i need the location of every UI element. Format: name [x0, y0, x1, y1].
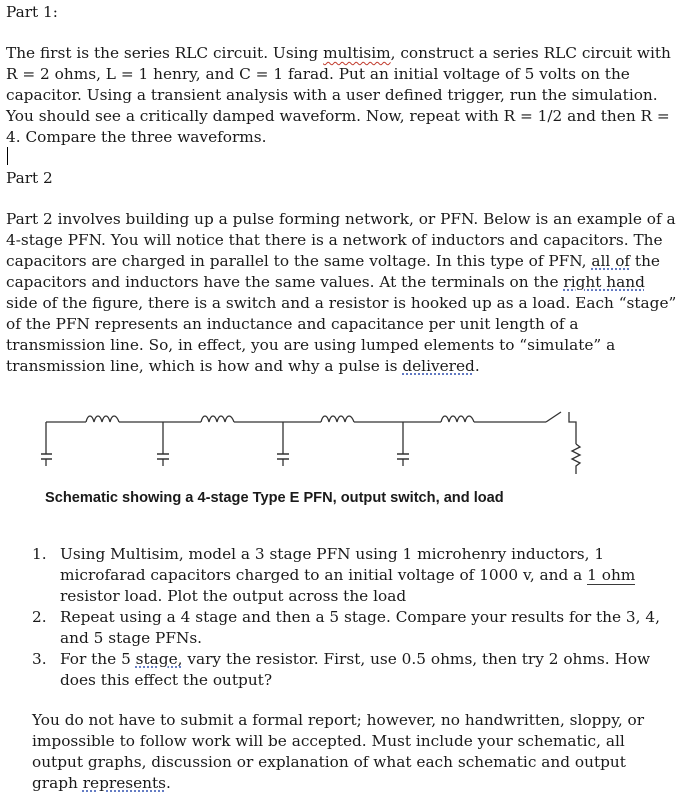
text-cursor	[7, 147, 8, 165]
spellcheck-word-multisim: multisim	[323, 44, 391, 62]
part2-text: Part 2 involves building up a pulse forming network, or PFN. Below is an example of a 4-stage PFN. You will notice that there is a network of inductors and capacitors. The capacitors are charged in parallel to the same voltage. In this type of PFN,	[6, 210, 676, 270]
capacitor-plates	[41, 454, 409, 459]
part1-paragraph	[6, 43, 678, 148]
closing-paragraph	[32, 710, 668, 794]
part2-text-d: .	[474, 357, 480, 375]
part2-text-b: the capacitors and inductors have the same values. At the terminals on the	[6, 252, 660, 291]
list-item-text: Repeat using a 4 stage and then a 5 stage. Compare your results for the 3, 4, and 5 stage PFNs.	[60, 608, 660, 647]
closing-text: You do not have to submit a formal report; however, no handwritten, sloppy, or impossible to follow work will be accepted. Must include your schematic, all output graphs, discussion or explanation of what each schematic and output graph	[32, 711, 645, 792]
grammar-flag-all-of: all of	[591, 252, 631, 270]
underlined-1-ohm: 1 ohm	[587, 566, 636, 584]
pfn-schematic	[41, 402, 601, 474]
figure-caption: Schematic showing a 4-stage Type E PFN, output switch, and load	[45, 490, 504, 506]
grammar-flag-delivered: delivered	[402, 357, 475, 375]
output-switch	[546, 412, 561, 422]
inductor-1	[86, 416, 119, 422]
part1-text-cont: , construct a series RLC circuit with R = 2 ohms, L = 1 henry, and C = 1 farad. Put an initial voltage of 5 volts on the capacitor. Using a transient analysis with a user defined trigger, run the simulation. You should see a critically damped waveform. Now, repeat with R = 1/2 and then R = 4. Compare the three waveforms.	[6, 44, 671, 146]
pfn-wiring	[46, 412, 580, 474]
grammar-flag-stage: stage,	[135, 650, 183, 668]
inductor-3	[321, 416, 354, 422]
list-item-text: For the 5	[60, 650, 136, 668]
part1-heading: Part 1:	[6, 3, 58, 21]
list-item-text-cont: resistor load. Plot the output across the load	[60, 587, 407, 605]
closing-text-end: .	[166, 774, 171, 792]
list-item	[6, 544, 678, 607]
capacitor-1	[41, 454, 52, 459]
capacitor-3	[277, 454, 289, 459]
grammar-flag-represents: represents	[82, 774, 167, 792]
list-number: 1.	[32, 545, 47, 563]
part2-paragraph	[6, 209, 678, 377]
list-number: 3.	[32, 650, 47, 668]
part1-text: The first is the series RLC circuit. Using	[6, 44, 324, 62]
capacitor-2	[157, 454, 169, 459]
load-resistor	[572, 444, 580, 474]
task-list	[6, 544, 678, 691]
inductor-4	[441, 416, 474, 422]
list-item-text: Using Multisim, model a 3 stage PFN using 1 microhenry inductors, 1 microfarad capacitors charged to an initial voltage of 1000 v, and a	[60, 545, 605, 584]
list-item	[6, 607, 678, 649]
part2-text-c: side of the figure, there is a switch and a resistor is hooked up as a load. Each “stage” of the PFN represents an inductance and capacitance per unit length of a transmission line. So, in effect, you are using lumped elements to “simulate” a transmission line, which is how and why a pulse is	[6, 294, 677, 375]
list-number: 2.	[32, 608, 47, 626]
part2-heading: Part 2	[6, 169, 53, 187]
capacitor-4	[397, 454, 409, 459]
list-item-text-cont: vary the resistor. First, use 0.5 ohms, then try 2 ohms. How does this effect the output?	[60, 650, 651, 689]
grammar-flag-right-hand: right hand	[563, 273, 645, 291]
list-item	[6, 649, 678, 691]
inductor-2	[201, 416, 234, 422]
